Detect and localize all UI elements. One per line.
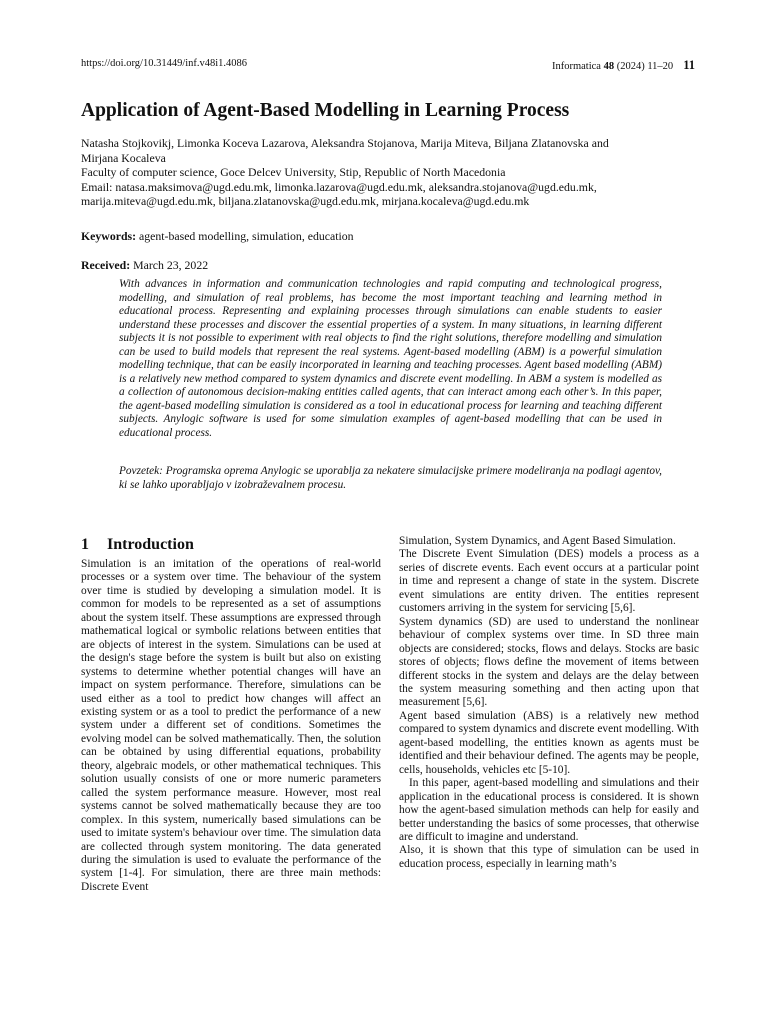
front-matter <box>81 136 695 209</box>
journal-year-pages: (2024) 11–20 <box>616 61 674 72</box>
section-number: 1 <box>81 536 89 553</box>
paragraph: Simulation is an imitation of the operations of real-world processes or a system over time. The behaviour of the system over time is studied by developing a simulation model. It is common for models to be represented as a set of assumptions about the system itself. These assumptions are expressed through mathematical logical or symbolic relations between entities that are objects of interest in the system. Simulations can be used at the design's stage before the system is built but also on existing systems to determine whether potential changes will have an impact on system performance. Therefore, simulations can be used either as a tool to predict how changes will affect an existing system or as a tool to predict the performance of a new system under a different set of conditions. Sometimes the evolving model can be solved mathematically. Then, the solution can be obtained by using differential equations, probability theory, algebraic models, or other mathematical techniques. This solution usually consists of one or more numeric parameters called the system performance measure. However, most real systems cannot be solved mathematically because they are too complex. In this system, numerically based simulations can be used to imitate system's behaviour over time. The simulation data are collected through system monitoring. The data generated during the simulation is used to evaluate the performance of the system [1-4]. For simulation, there are three main methods: Discrete Event <box>81 558 381 893</box>
keywords-text: agent-based modelling, simulation, education <box>139 229 354 243</box>
paragraph: Also, it is shown that this type of simulation can be used in education process, especially in learning math’s <box>399 844 699 870</box>
journal-name: Informatica <box>551 61 601 72</box>
received-date: March 23, 2022 <box>133 258 209 272</box>
journal-volume: 48 <box>603 61 615 72</box>
paragraph: Simulation, System Dynamics, and Agent Based Simulation. <box>399 535 676 547</box>
povzetek: Povzetek: Programska oprema Anylogic se uporablja za nekatere simulacijske primere modeliranja na podlagi agentov, ki se lahko uporabljajo v izobraževalnem procesu. <box>119 465 662 491</box>
doi-link[interactable]: https://doi.org/10.31449/inf.v48i1.4086 <box>81 58 248 69</box>
page-header <box>81 58 695 74</box>
affiliation: Faculty of computer science, Goce Delcev University, Stip, Republic of North Macedonia <box>81 165 506 180</box>
right-column <box>399 535 699 945</box>
paragraph: System dynamics (SD) are used to understand the nonlinear behaviour of complex systems over time. In SD three main objects are considered; stocks, flows and delays. Stocks are basic stores of objects; flows define the movement of items between different stocks in the system and delays are the delay between the system measuring something and then acting upon that measurement [5,6]. <box>399 615 699 709</box>
left-column <box>81 558 381 938</box>
email-line-2: marija.miteva@ugd.edu.mk, biljana.zlatanovska@ugd.edu.mk, mirjana.kocaleva@ugd.edu.mk <box>81 194 530 209</box>
received-label: Received: <box>81 258 131 272</box>
section-title: Introduction <box>107 536 194 553</box>
authors-line-1: Natasha Stojkovikj, Limonka Koceva Lazarova, Aleksandra Stojanova, Marija Miteva, Biljana Zlatanovska and <box>81 136 609 150</box>
paragraph: In this paper, agent-based modelling and simulations and their application in the educational process is considered. It is shown how the agent-based simulation methods can help for easily and better understanding the basics of some processes, that otherwise are difficult to imagine and understand. <box>399 777 699 843</box>
page-number: 11 <box>683 58 695 72</box>
paper-title: Application of Agent-Based Modelling in Learning Process <box>81 100 570 121</box>
keywords-label: Keywords: <box>81 229 137 243</box>
email-line-1: Email: natasa.maksimova@ugd.edu.mk, limonka.lazarova@ugd.edu.mk, aleksandra.stojanova@ugd.edu.mk, <box>81 179 597 194</box>
authors-line-2: Mirjana Kocaleva <box>81 150 166 165</box>
received <box>81 258 695 273</box>
keywords <box>81 229 695 244</box>
section-heading <box>81 536 194 554</box>
journal-info <box>552 58 695 73</box>
paragraph: Agent based simulation (ABS) is a relatively new method compared to system dynamics and discrete event modelling. With agent-based modelling, the entities known as agents must be identified and their behaviour defined. The agents may be people, cells, households, vehicles etc [5-10]. <box>399 709 699 776</box>
paragraph: The Discrete Event Simulation (DES) models a process as a series of discrete events. Each event occurs at a particular point in time and represent a change of state in the system. Discrete event simulations are entity driven. The entities represent customers arriving in the system for servicing [5,6]. <box>399 548 699 615</box>
abstract: With advances in information and communication technologies and rapid computing and technological progress, modelling, and simulation of real problems, has become the most important teaching and learning method in educational process. Representing and explaining processes through simulations can enable students to easier understand these processes and discover the essential properties of a system. In many situations, in learning different subjects it is not possible to experiment with real objects to find the right solutions, therefore modelling and simulation can be used to build models that represent the real systems. Agent-based modelling (ABM) is a powerful simulation modelling technique, that can be easily incorporated in learning and teaching processes. Agent based modelling (ABM) is a relatively new method compared to system dynamics and discrete event modelling. In ABM a system is modelled as a collection of autonomous decision-making entities called agents, that can interact among each other’s. In this paper, the agent-based modelling simulation is considered as a tool in educational process for learning and teaching different subjects. Anylogic software is used for some simulation examples of agent-based modelling that can be used in educational process. <box>119 278 662 439</box>
